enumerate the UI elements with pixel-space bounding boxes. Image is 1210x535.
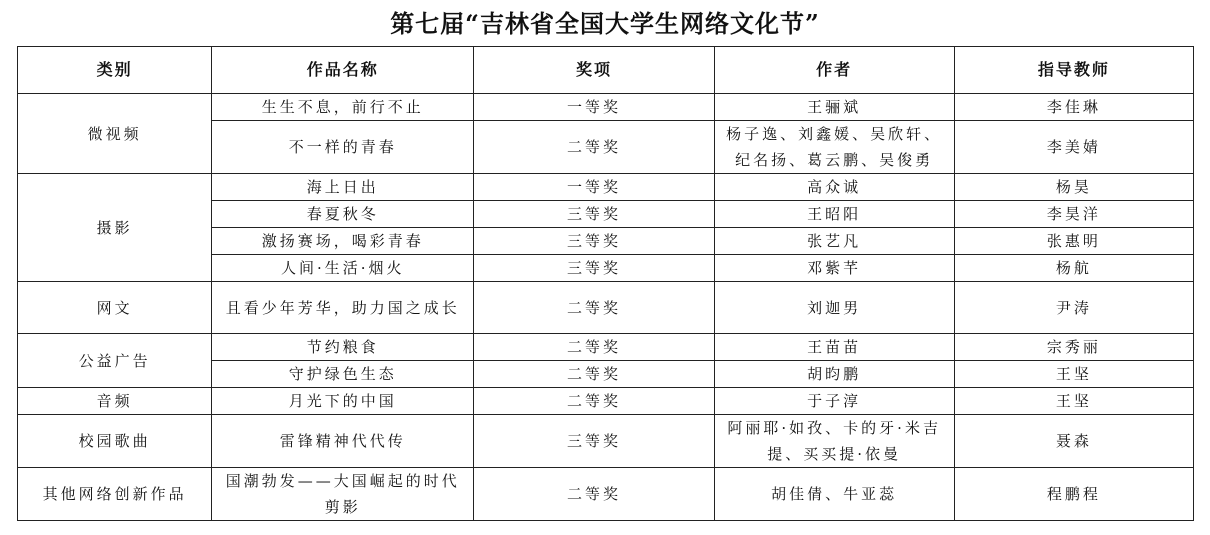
author-cell: 王苗苗 bbox=[714, 334, 954, 361]
award-cell: 一等奖 bbox=[474, 174, 714, 201]
work-title-cell: 激扬赛场，喝彩青春 bbox=[212, 228, 474, 255]
work-title-cell: 不一样的青春 bbox=[212, 121, 474, 174]
author-cell: 邓紫芊 bbox=[714, 255, 954, 282]
work-title-cell: 守护绿色生态 bbox=[212, 361, 474, 388]
work-title-cell: 人间·生活·烟火 bbox=[212, 255, 474, 282]
work-title-cell: 雷锋精神代代传 bbox=[212, 415, 474, 468]
advisor-cell: 张惠明 bbox=[954, 228, 1193, 255]
awards-table bbox=[17, 46, 1194, 521]
award-cell: 二等奖 bbox=[474, 361, 714, 388]
author-cell: 刘迦男 bbox=[714, 282, 954, 334]
category-cell: 公益广告 bbox=[18, 334, 212, 388]
author-cell: 阿丽耶·如孜、卡的牙·米吉提、买买提·依曼 bbox=[714, 415, 954, 468]
award-cell: 二等奖 bbox=[474, 468, 714, 521]
author-cell: 杨子逸、刘鑫媛、吴欣轩、纪名扬、葛云鹏、吴俊勇 bbox=[714, 121, 954, 174]
work-title-cell: 且看少年芳华，助力国之成长 bbox=[212, 282, 474, 334]
category-cell: 其他网络创新作品 bbox=[18, 468, 212, 521]
category-cell: 校园歌曲 bbox=[18, 415, 212, 468]
advisor-cell: 李佳琳 bbox=[954, 94, 1193, 121]
award-cell: 三等奖 bbox=[474, 415, 714, 468]
advisor-cell: 李昊洋 bbox=[954, 201, 1193, 228]
work-title-cell: 春夏秋冬 bbox=[212, 201, 474, 228]
category-cell: 网文 bbox=[18, 282, 212, 334]
advisor-cell: 宗秀丽 bbox=[954, 334, 1193, 361]
table-header-row bbox=[18, 47, 1194, 94]
award-cell: 三等奖 bbox=[474, 201, 714, 228]
table-row bbox=[18, 468, 1194, 521]
table-row bbox=[18, 415, 1194, 468]
author-cell: 张艺凡 bbox=[714, 228, 954, 255]
author-cell: 于子淳 bbox=[714, 388, 954, 415]
author-cell: 高众诚 bbox=[714, 174, 954, 201]
table-row bbox=[18, 94, 1194, 121]
award-cell: 三等奖 bbox=[474, 228, 714, 255]
author-cell: 王骊斌 bbox=[714, 94, 954, 121]
work-title-cell: 国潮勃发——大国崛起的时代剪影 bbox=[212, 468, 474, 521]
work-title-cell: 节约粮食 bbox=[212, 334, 474, 361]
advisor-cell: 杨航 bbox=[954, 255, 1193, 282]
work-title-cell: 月光下的中国 bbox=[212, 388, 474, 415]
author-cell: 胡佳倩、牛亚蕊 bbox=[714, 468, 954, 521]
award-cell: 二等奖 bbox=[474, 334, 714, 361]
award-cell: 二等奖 bbox=[474, 388, 714, 415]
award-cell: 三等奖 bbox=[474, 255, 714, 282]
advisor-cell: 杨昊 bbox=[954, 174, 1193, 201]
table-row bbox=[18, 334, 1194, 361]
table-row bbox=[18, 174, 1194, 201]
header-award: 奖项 bbox=[474, 47, 714, 94]
work-title-cell: 生生不息，前行不止 bbox=[212, 94, 474, 121]
advisor-cell: 尹涛 bbox=[954, 282, 1193, 334]
advisor-cell: 王坚 bbox=[954, 361, 1193, 388]
advisor-cell: 李美婧 bbox=[954, 121, 1193, 174]
advisor-cell: 聂森 bbox=[954, 415, 1193, 468]
award-cell: 二等奖 bbox=[474, 282, 714, 334]
header-category: 类别 bbox=[18, 47, 212, 94]
table-row bbox=[18, 282, 1194, 334]
advisor-cell: 程鹏程 bbox=[954, 468, 1193, 521]
advisor-cell: 王坚 bbox=[954, 388, 1193, 415]
category-cell: 摄影 bbox=[18, 174, 212, 282]
page-title: 第七届“吉林省全国大学生网络文化节” bbox=[390, 9, 820, 38]
award-cell: 一等奖 bbox=[474, 94, 714, 121]
header-advisor: 指导教师 bbox=[954, 47, 1193, 94]
award-cell: 二等奖 bbox=[474, 121, 714, 174]
author-cell: 王昭阳 bbox=[714, 201, 954, 228]
header-author: 作者 bbox=[714, 47, 954, 94]
category-cell: 微视频 bbox=[18, 94, 212, 174]
header-work-title: 作品名称 bbox=[212, 47, 474, 94]
table-row bbox=[18, 388, 1194, 415]
category-cell: 音频 bbox=[18, 388, 212, 415]
work-title-cell: 海上日出 bbox=[212, 174, 474, 201]
author-cell: 胡昀鹏 bbox=[714, 361, 954, 388]
